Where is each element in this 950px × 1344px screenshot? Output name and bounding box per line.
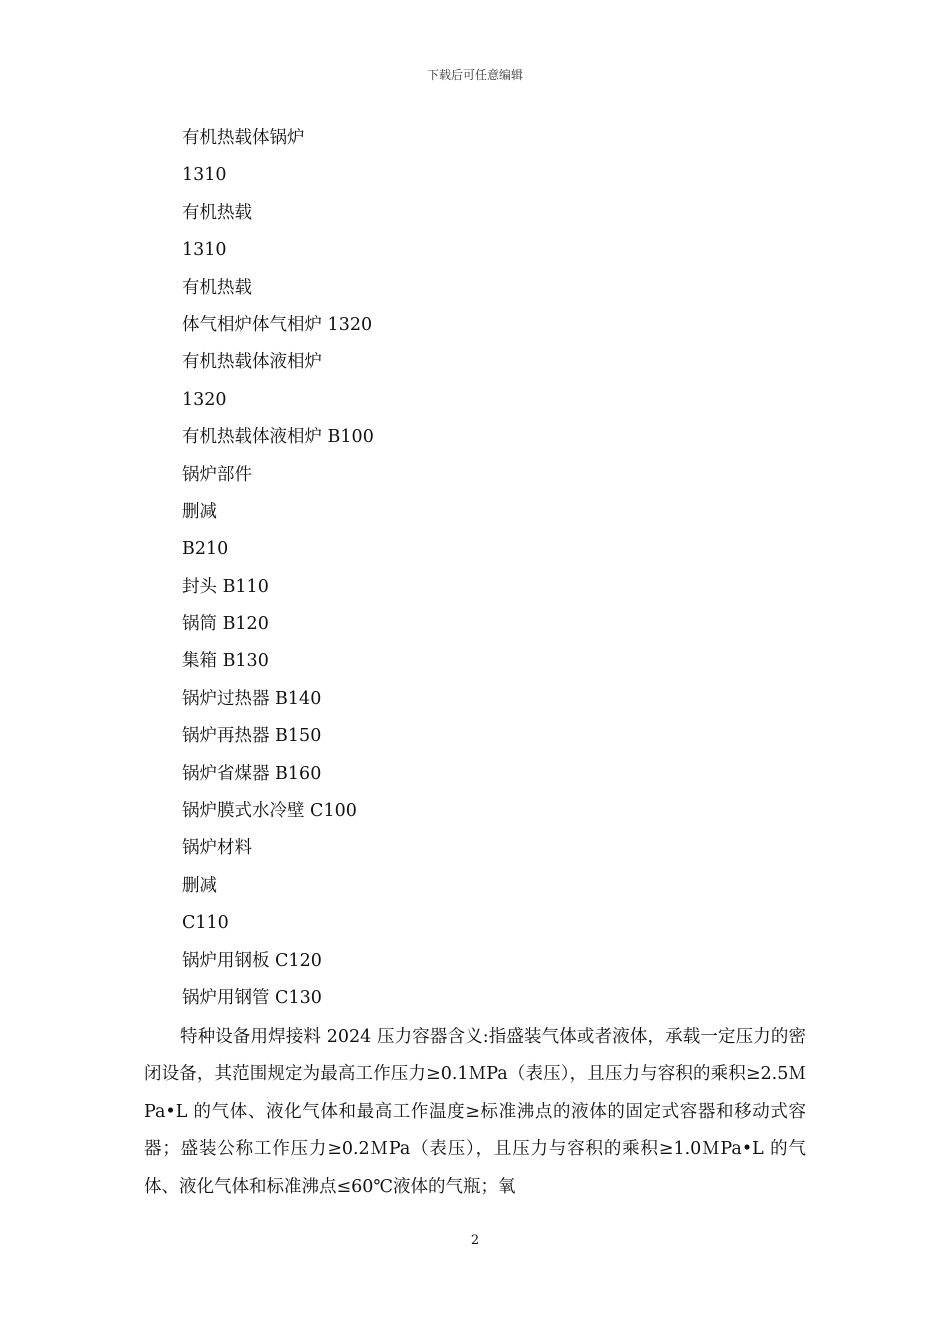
list-line: 锅炉材料 [182, 838, 252, 859]
list-line: 1320 [182, 389, 227, 410]
list-line: 1310 [182, 165, 227, 186]
list-line: 锅炉膜式水冷壁 C100 [182, 801, 357, 822]
list-line: 锅炉再热器 B150 [182, 726, 322, 747]
list-line: 1310 [182, 240, 227, 261]
list-line: 锅炉部件 [182, 464, 252, 485]
list-line: 集箱 B130 [182, 651, 269, 672]
list-line: 锅筒 B120 [182, 614, 269, 635]
page-header: 下载后可任意编辑 [426, 68, 523, 82]
page-number: 2 [470, 1233, 480, 1248]
list-line: B210 [182, 539, 229, 560]
list-line: 锅炉用钢板 C120 [182, 950, 322, 971]
item-list [182, 124, 374, 1021]
list-line: 锅炉用钢管 C130 [182, 987, 322, 1008]
list-line: 有机热载体液相炉 B100 [182, 427, 374, 448]
list-line: 体气相炉体气相炉 1320 [182, 314, 373, 335]
list-line: 封头 B110 [182, 576, 269, 597]
list-line: 锅炉省煤器 B160 [182, 763, 322, 784]
list-line: 有机热载体液相炉 [182, 352, 322, 373]
body-paragraph: 特种设备用焊接料 2024 压力容器含义:指盛装气体或者液体，承载一定压力的密闭设备，其范围规定为最高工作压力≥0.1ＭPa（表压），且压力与容积的乘积≥2.5ＭPa•L 的气体、液化气体和最高工作温度≥标准沸点的液体的固定式容器和移动式容器；盛装公称工作压力≥0.2ＭPa（表压），且压力与容积的乘积≥1.0ＭPa•L 的气体、液化气体和标准沸点≤60℃液体的气瓶；氧 [144, 1027, 806, 1197]
list-line: 删减 [182, 501, 217, 522]
list-line: 锅炉过热器 B140 [182, 688, 322, 709]
list-line: 删减 [182, 875, 217, 896]
list-line: C110 [182, 913, 229, 934]
list-line: 有机热载 [182, 202, 252, 223]
list-line: 有机热载 [182, 277, 252, 298]
list-line: 有机热载体锅炉 [182, 128, 305, 148]
